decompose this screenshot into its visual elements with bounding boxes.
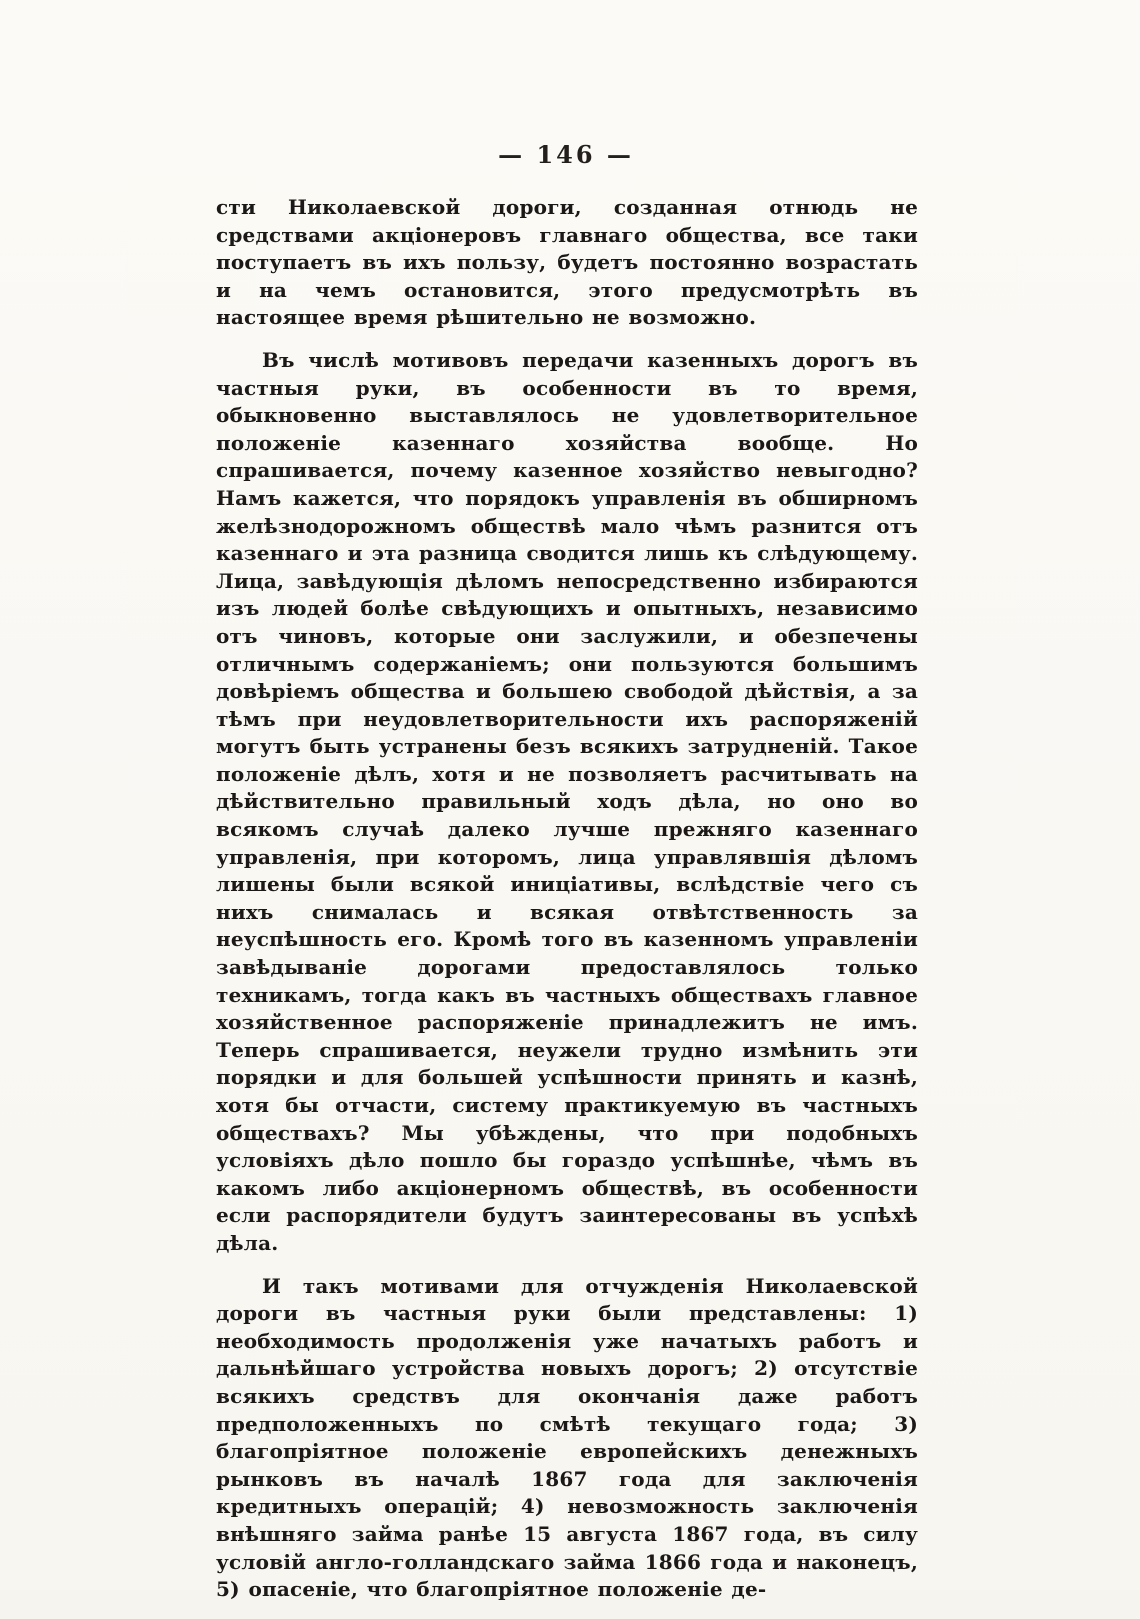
text-block — [216, 194, 918, 1619]
paragraph: сти Николаевской дороги, созданная отнюдь не средствами акціонеровъ главнаго общества, все таки поступаетъ въ ихъ пользу, будетъ постоянно возрастать и на чемъ остановится, этого предусмотрѣть въ настоящее время рѣшительно не возможно. — [216, 195, 918, 330]
paragraph: Въ числѣ мотивовъ передачи казенныхъ дорогъ въ частныя руки, въ особенности въ то время, обыкновенно выставлялось не удовлетворительное положеніе казеннаго хозяйства вообще. Но спрашивается, почему казенное хозяйство невыгодно? Намъ кажется, что порядокъ управленія въ обширномъ желѣзнодорожномъ обществѣ мало чѣмъ разнится отъ казеннаго и эта разница сводится лишь къ слѣдующему. Лица, завѣдующія дѣломъ непосредственно избираются изъ людей болѣе свѣдующихъ и опытныхъ, независимо отъ чиновъ, которые они заслужили, и обезпечены отличнымъ содержаніемъ; они пользуются большимъ довѣріемъ общества и большею свободой дѣйствія, а за тѣмъ при неудовлетворительности ихъ распоряженій могутъ быть устранены безъ всякихъ затрудненій. Такое положеніе дѣлъ, хотя и не позволяетъ расчитывать на дѣйствительно правильный ходъ дѣла, но оно во всякомъ случаѣ далеко лучше прежняго казеннаго управленія, при которомъ, лица управлявшія дѣломъ лишены были всякой иниціативы, вслѣдствіе чего съ нихъ снималась и всякая отвѣтственность за неуспѣшность его. Кромѣ того въ казенномъ управленіи завѣдываніе дорогами предоставлялось только техникамъ, тогда какъ въ частныхъ обществахъ главное хозяйственное распоряженіе принадлежитъ не имъ. Теперь спрашивается, неужели трудно измѣнить эти порядки и для большей успѣшности принять и казнѣ, хотя бы отчасти, систему практикуемую въ частныхъ обществахъ? Мы убѣждены, что при подобныхъ условіяхъ дѣло пошло бы гораздо успѣшнѣе, чѣмъ въ какомъ либо акціонерномъ обществѣ, въ особенности если распорядители будутъ заинтересованы въ успѣхѣ дѣла. — [216, 347, 918, 1255]
paragraph: И такъ мотивами для отчужденія Николаевской дороги въ частныя руки были представлены: 1) необходимость продолженія уже начатыхъ работъ и дальнѣйшаго устройства новыхъ дорогъ; 2) отсутствіе всякихъ средствъ для окончанія даже работъ предположенныхъ по смѣтѣ текущаго года; 3) благопріятное положеніе европейскихъ денежныхъ рынковъ въ началѣ 1867 года для заключенія кредитныхъ операцій; 4) невозможность заключенія внѣшняго займа ранѣе 15 августа 1867 года, въ силу условій англо-голландскаго займа 1866 года и наконецъ, 5) опасеніе, что благопріятное положеніе де- — [216, 1273, 918, 1602]
page-number: — 146 — — [498, 140, 634, 169]
